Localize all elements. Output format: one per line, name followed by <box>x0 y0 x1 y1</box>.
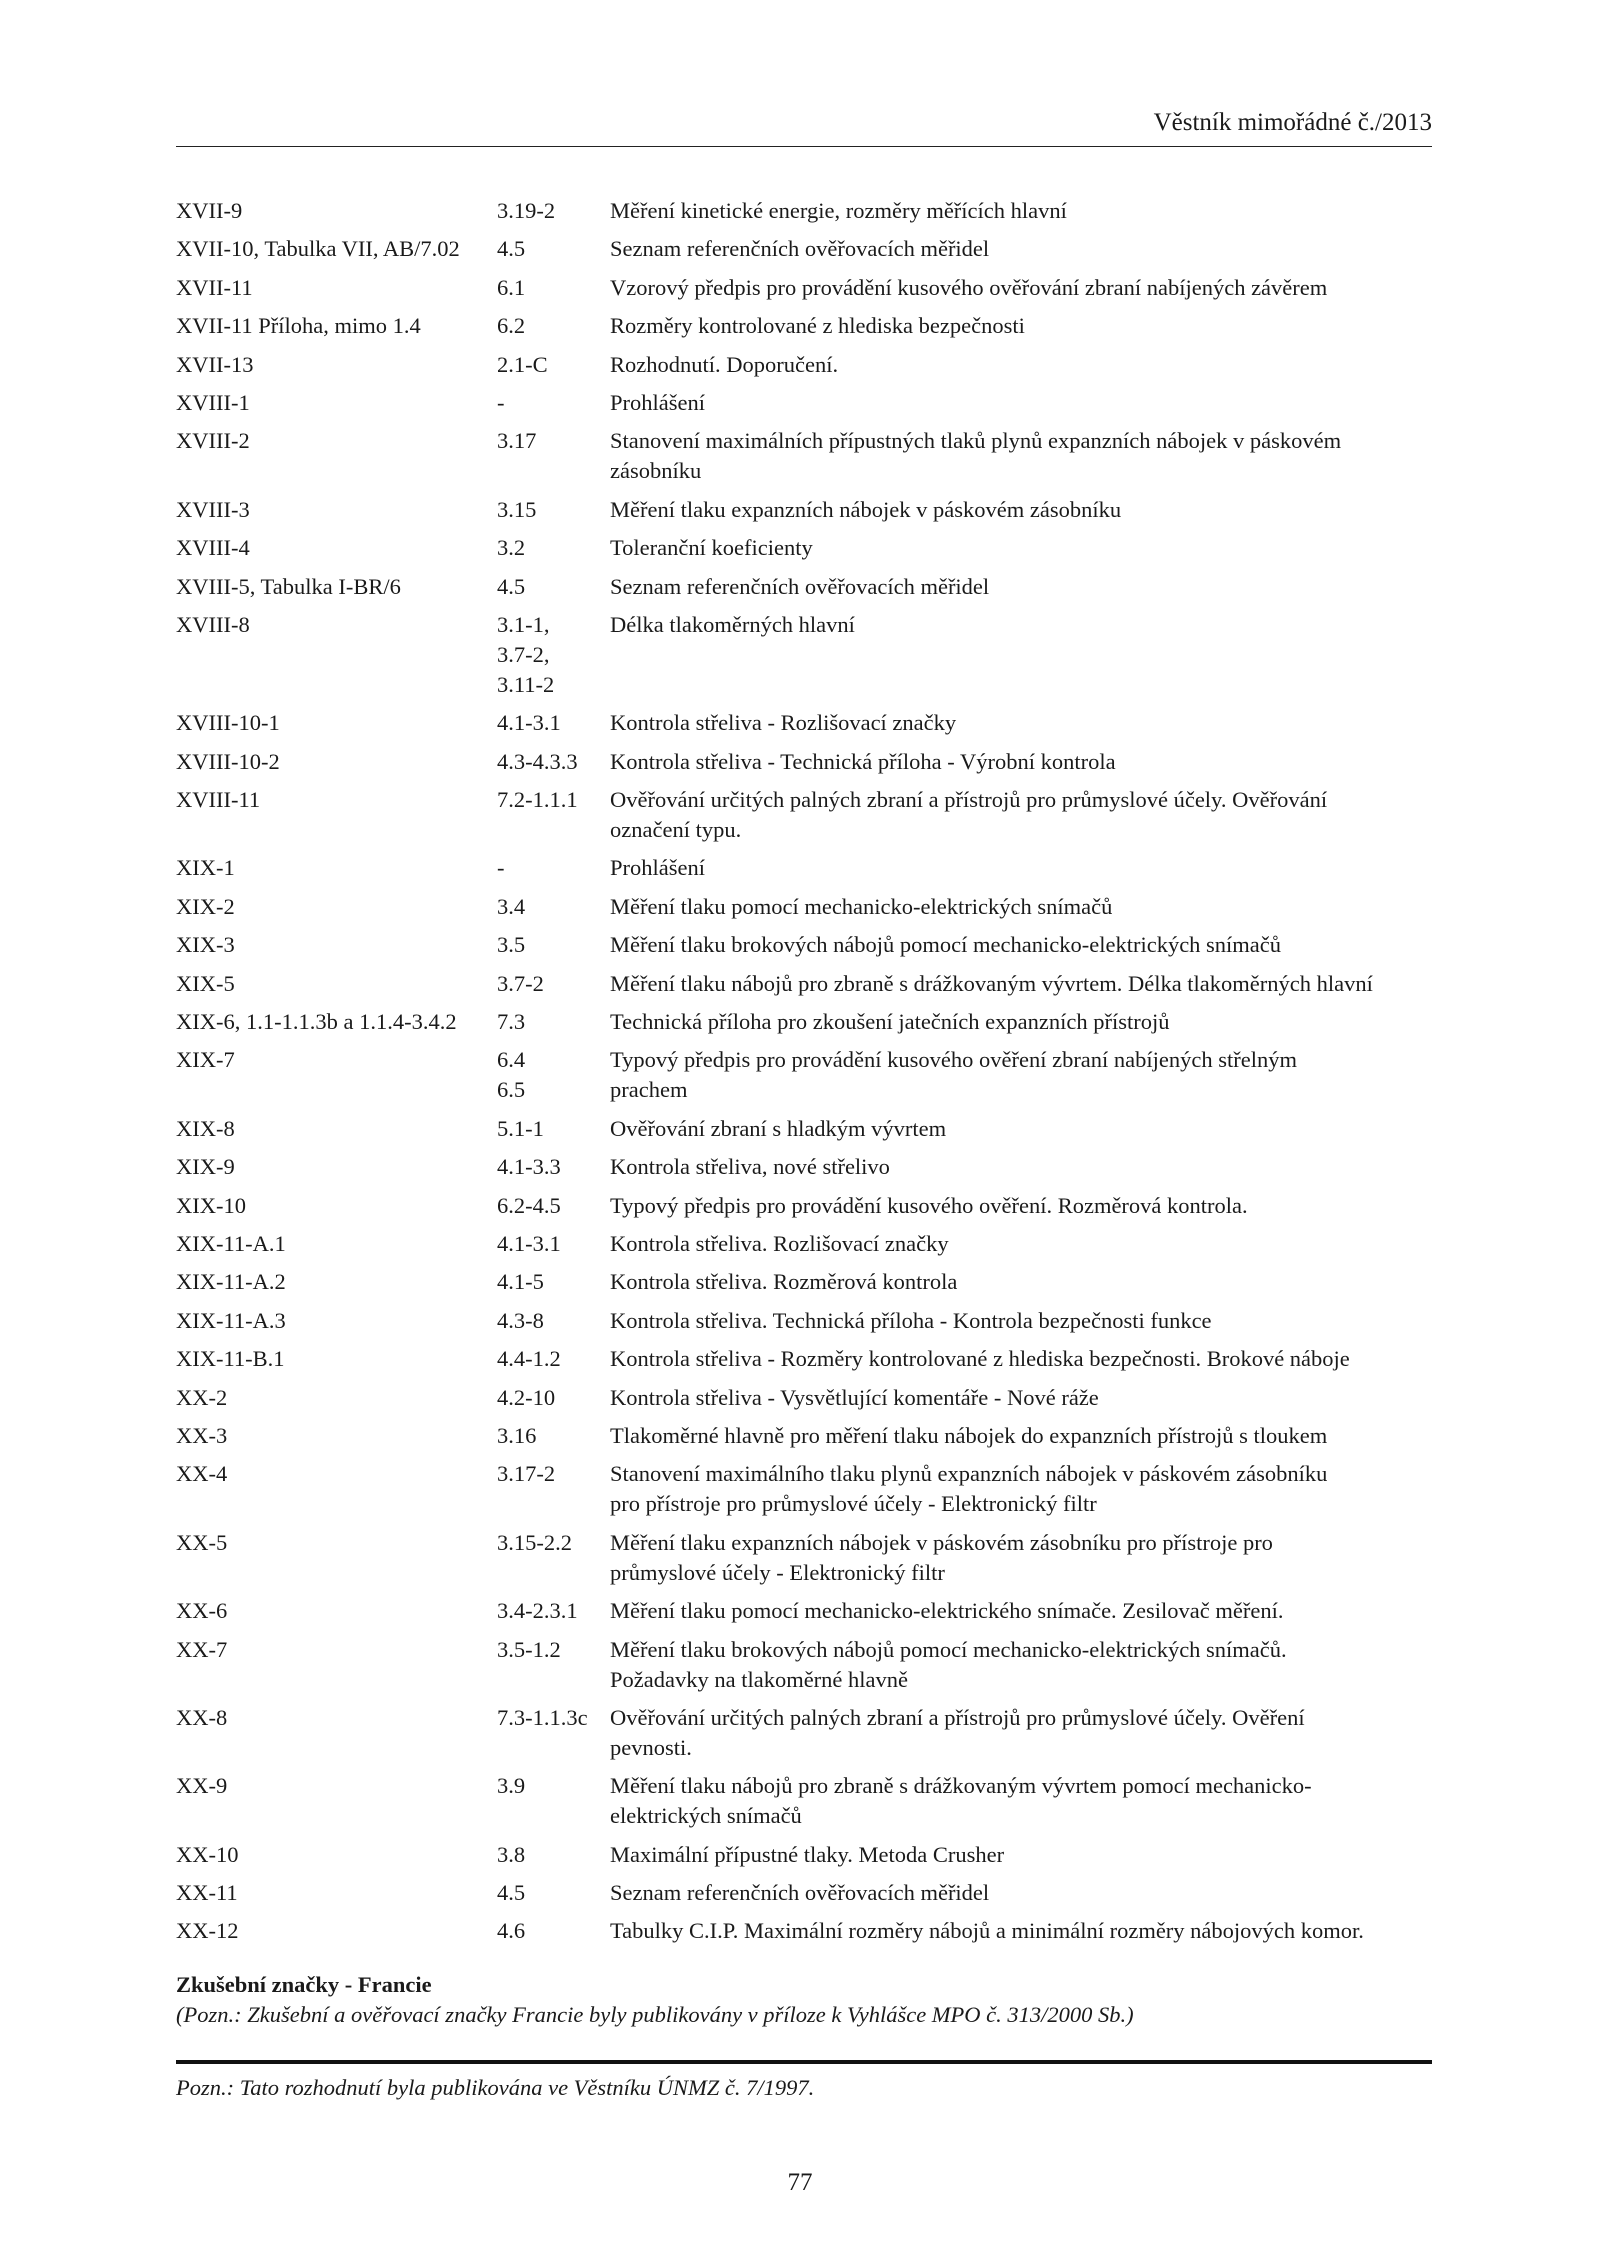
description-line: Kontrola střeliva. Rozměrová kontrola <box>610 1269 958 1295</box>
regulation-ref: XVII-10, Tabulka VII, AB/7.02 <box>176 236 460 262</box>
section-number <box>497 1596 610 1626</box>
table-row <box>176 1267 1436 1297</box>
description <box>610 1344 1436 1374</box>
section-number-line: 3.4 <box>497 893 526 919</box>
regulation-ref: XIX-2 <box>176 893 235 919</box>
section-number-line: 4.1-3.1 <box>497 710 561 736</box>
table-row <box>176 234 1436 264</box>
header-rule <box>176 146 1432 147</box>
description-line: Délka tlakoměrných hlavní <box>610 611 855 637</box>
regulation-ref: XVIII-10-2 <box>176 748 280 774</box>
section-number <box>497 1916 610 1946</box>
table-row <box>176 1635 1436 1695</box>
description-line: Seznam referenčních ověřovacích měřidel <box>610 1880 990 1906</box>
regulation-ref: XVIII-1 <box>176 389 250 415</box>
regulation-ref: XX-3 <box>176 1422 228 1448</box>
table-row <box>176 1191 1436 1221</box>
regulation-ref: XIX-9 <box>176 1154 235 1180</box>
description <box>610 747 1436 777</box>
section-number <box>497 610 610 700</box>
description <box>610 1267 1436 1297</box>
section-number-line: 4.2-10 <box>497 1384 556 1410</box>
description-line: Tabulky C.I.P. Maximální rozměry nábojů a minimální rozměry nábojových komor. <box>610 1918 1364 1944</box>
section-number-line: 4.1-3.1 <box>497 1230 561 1256</box>
description-line: Kontrola střeliva - Rozlišovací značky <box>610 710 957 736</box>
section-number <box>497 1306 610 1336</box>
description <box>610 969 1436 999</box>
section-number-line: 3.19-2 <box>497 198 556 223</box>
section-number <box>497 1007 610 1037</box>
running-header: Věstník mimořádné č./2013 <box>1153 109 1432 136</box>
description <box>610 533 1436 563</box>
description-line: Rozměry kontrolované z hlediska bezpečnosti <box>610 313 1025 339</box>
description-line: Měření tlaku nábojů pro zbraně s drážkovaným vývrtem. Délka tlakoměrných hlavní <box>610 970 1373 996</box>
section-number-line: 3.15-2.2 <box>497 1529 572 1555</box>
section-number <box>497 572 610 602</box>
table-row <box>176 1703 1436 1763</box>
description <box>610 1229 1436 1259</box>
description <box>610 1045 1436 1105</box>
regulation-ref: XIX-11-A.1 <box>176 1230 286 1256</box>
description <box>610 1007 1436 1037</box>
section-number <box>497 1229 610 1259</box>
regulation-ref: XVII-11 Příloha, mimo 1.4 <box>176 313 421 339</box>
reference-table <box>176 196 1436 1955</box>
section-number-line: 3.4-2.3.1 <box>497 1598 578 1624</box>
description-line: Ověřování určitých palných zbraní a přístrojů pro průmyslové účely. Ověření <box>610 1704 1305 1730</box>
description <box>610 1771 1436 1831</box>
regulation-ref: XX-7 <box>176 1636 228 1662</box>
table-row <box>176 708 1436 738</box>
section-number <box>497 1840 610 1870</box>
section-number-line: 4.1-5 <box>497 1269 544 1295</box>
section-number-line: 4.5 <box>497 1880 526 1906</box>
description <box>610 1152 1436 1182</box>
description-line: Měření tlaku pomocí mechanicko-elektrického snímače. Zesilovač měření. <box>610 1598 1284 1624</box>
section-number <box>497 1191 610 1221</box>
regulation-ref: XIX-8 <box>176 1115 235 1141</box>
section-number-line: 3.16 <box>497 1422 537 1448</box>
description <box>610 1635 1436 1695</box>
description-line: Maximální přípustné tlaky. Metoda Crusher <box>610 1841 1005 1867</box>
section-number-line: 6.2 <box>497 313 526 339</box>
table-row <box>176 1459 1436 1519</box>
regulation-ref: XVIII-5, Tabulka I-BR/6 <box>176 573 401 599</box>
table-row <box>176 747 1436 777</box>
description-line: Stanovení maximálních přípustných tlaků plynů expanzních nábojek v páskovém <box>610 428 1342 454</box>
description-line: Seznam referenčních ověřovacích měřidel <box>610 573 990 599</box>
description-line: Ověřování určitých palných zbraní a přístrojů pro průmyslové účely. Ověřování <box>610 787 1328 813</box>
table-row <box>176 350 1436 380</box>
table-row <box>176 1528 1436 1588</box>
section-number <box>497 1528 610 1588</box>
section-number <box>497 1421 610 1451</box>
description <box>610 1459 1436 1519</box>
regulation-ref: XVIII-8 <box>176 611 250 637</box>
table-row <box>176 1007 1436 1037</box>
section-number-line: 4.1-3.3 <box>497 1154 561 1180</box>
section-number-line: 2.1-C <box>497 351 548 377</box>
page-number: 77 <box>787 2169 813 2196</box>
table-row <box>176 1421 1436 1451</box>
section-number <box>497 1344 610 1374</box>
table-row <box>176 1306 1436 1336</box>
section-number-line: 4.4-1.2 <box>497 1346 561 1372</box>
description <box>610 234 1436 264</box>
table-row <box>176 495 1436 525</box>
description-line: Měření tlaku expanzních nábojek v páskovém zásobníku pro přístroje pro <box>610 1529 1273 1555</box>
section-note: (Pozn.: Zkušební a ověřovací značky Francie byly publikovány v příloze k Vyhlášce MPO č. 313/2000 Sb.) <box>176 2002 1134 2027</box>
description-line: Tlakoměrné hlavně pro měření tlaku nábojek do expanzních přístrojů s tloukem <box>610 1422 1328 1448</box>
section-number <box>497 234 610 264</box>
section-number <box>497 311 610 341</box>
section-number-line: 4.6 <box>497 1918 526 1944</box>
description <box>610 1114 1436 1144</box>
table-row <box>176 1771 1436 1831</box>
description <box>610 1840 1436 1870</box>
section-number <box>497 1045 610 1105</box>
regulation-ref: XX-6 <box>176 1598 228 1624</box>
table-row <box>176 1045 1436 1105</box>
section-number-line: 4.3-8 <box>497 1307 544 1333</box>
regulation-ref: XX-12 <box>176 1918 239 1944</box>
description-line: Měření tlaku brokových nábojů pomocí mechanicko-elektrických snímačů. <box>610 1636 1287 1662</box>
regulation-ref: XX-10 <box>176 1841 239 1867</box>
section-number <box>497 785 610 845</box>
regulation-ref: XIX-11-B.1 <box>176 1346 285 1372</box>
table-row <box>176 610 1436 700</box>
table-row <box>176 1229 1436 1259</box>
description <box>610 1421 1436 1451</box>
description-line: Kontrola střeliva - Vysvětlující komentáře - Nové ráže <box>610 1384 1099 1410</box>
regulation-ref: XIX-3 <box>176 932 235 958</box>
section-number-line: 3.9 <box>497 1773 526 1799</box>
description <box>610 1916 1436 1946</box>
regulation-ref: XVII-9 <box>176 198 243 223</box>
description-line: Požadavky na tlakoměrné hlavně <box>610 1666 909 1692</box>
table-row <box>176 1916 1436 1946</box>
section-number-line: 3.8 <box>497 1841 526 1867</box>
section-number <box>497 1114 610 1144</box>
description-line: Typový předpis pro provádění kusového ověření zbraní nabíjených střelným <box>610 1047 1297 1073</box>
table-row <box>176 572 1436 602</box>
description <box>610 388 1436 418</box>
section-number-line: 3.2 <box>497 535 526 561</box>
regulation-ref: XX-8 <box>176 1704 228 1730</box>
section-number <box>497 1267 610 1297</box>
description <box>610 495 1436 525</box>
description-line: Seznam referenčních ověřovacích měřidel <box>610 236 990 262</box>
section-number-line: 3.5-1.2 <box>497 1636 561 1662</box>
table-row <box>176 533 1436 563</box>
section-number-line: 3.17-2 <box>497 1461 556 1487</box>
description-line: Prohlášení <box>610 855 705 881</box>
description <box>610 1878 1436 1908</box>
section-number-line: 4.5 <box>497 573 526 599</box>
regulation-ref: XX-2 <box>176 1384 228 1410</box>
section-number <box>497 969 610 999</box>
section-number <box>497 1459 610 1519</box>
description-line: Kontrola střeliva. Technická příloha - Kontrola bezpečnosti funkce <box>610 1307 1212 1333</box>
regulation-ref: XVIII-4 <box>176 535 250 561</box>
regulation-ref: XIX-1 <box>176 855 235 881</box>
description <box>610 930 1436 960</box>
description-line: elektrických snímačů <box>610 1803 802 1829</box>
section-title: Zkušební značky - Francie <box>176 1972 432 1997</box>
table-row <box>176 930 1436 960</box>
description-line: Rozhodnutí. Doporučení. <box>610 351 839 377</box>
section-number <box>497 533 610 563</box>
table-row <box>176 1840 1436 1870</box>
description-line: průmyslové účely - Elektronický filtr <box>610 1559 945 1585</box>
section-number <box>497 388 610 418</box>
section-number-line: - <box>497 855 505 881</box>
table-row <box>176 785 1436 845</box>
regulation-ref: XVIII-11 <box>176 787 261 813</box>
description <box>610 1528 1436 1588</box>
section-number <box>497 1635 610 1695</box>
table-row <box>176 1114 1436 1144</box>
regulation-ref: XIX-11-A.2 <box>176 1269 286 1295</box>
section-number-line: 7.3 <box>497 1009 526 1035</box>
description-line: Kontrola střeliva - Rozměry kontrolované z hlediska bezpečnosti. Brokové náboje <box>610 1346 1350 1372</box>
table-row <box>176 969 1436 999</box>
section-number-line: 3.7-2 <box>497 970 544 996</box>
description-line: zásobníku <box>610 458 702 484</box>
section-number-line: 3.5 <box>497 932 526 958</box>
description-line: Kontrola střeliva, nové střelivo <box>610 1154 890 1180</box>
regulation-ref: XIX-6, 1.1-1.1.3b a 1.1.4-3.4.2 <box>176 1009 457 1035</box>
regulation-ref: XVII-11 <box>176 274 253 300</box>
section-number <box>497 495 610 525</box>
section-number <box>497 1383 610 1413</box>
section-number-line: 3.11-2 <box>497 671 555 697</box>
section-number <box>497 1771 610 1831</box>
description <box>610 892 1436 922</box>
description <box>610 426 1436 486</box>
description-line: Typový předpis pro provádění kusového ověření. Rozměrová kontrola. <box>610 1192 1248 1218</box>
description <box>610 1703 1436 1763</box>
description-line: Kontrola střeliva - Technická příloha - Výrobní kontrola <box>610 748 1116 774</box>
section-number-line: 3.17 <box>497 428 537 454</box>
description-line: Měření tlaku expanzních nábojek v páskovém zásobníku <box>610 496 1122 522</box>
section-number <box>497 350 610 380</box>
description <box>610 196 1436 226</box>
description <box>610 610 1436 700</box>
description-line: Stanovení maximálního tlaku plynů expanzních nábojek v páskovém zásobníku <box>610 1461 1328 1487</box>
section-number-line: 4.5 <box>497 236 526 262</box>
section-number <box>497 892 610 922</box>
regulation-ref: XVIII-2 <box>176 428 250 454</box>
section-number <box>497 853 610 883</box>
description <box>610 785 1436 845</box>
section-number-line: 3.1-1, <box>497 611 550 637</box>
table-row <box>176 1152 1436 1182</box>
description-line: Toleranční koeficienty <box>610 535 813 561</box>
section-number <box>497 196 610 226</box>
section-number <box>497 708 610 738</box>
description <box>610 273 1436 303</box>
description <box>610 853 1436 883</box>
section-number-line: 3.15 <box>497 496 537 522</box>
description <box>610 708 1436 738</box>
description-line: Měření tlaku nábojů pro zbraně s drážkovaným vývrtem pomocí mechanicko- <box>610 1773 1312 1799</box>
section-number-line: 6.5 <box>497 1077 526 1103</box>
description-line: Kontrola střeliva. Rozlišovací značky <box>610 1230 949 1256</box>
regulation-ref: XIX-5 <box>176 970 235 996</box>
description <box>610 1191 1436 1221</box>
table-row <box>176 426 1436 486</box>
table-row <box>176 1878 1436 1908</box>
section-number-line: 4.3-4.3.3 <box>497 748 578 774</box>
regulation-ref: XX-4 <box>176 1461 228 1487</box>
table-row <box>176 853 1436 883</box>
regulation-ref: XIX-11-A.3 <box>176 1307 286 1333</box>
section-number-line: 7.2-1.1.1 <box>497 787 578 813</box>
description-line: Vzorový předpis pro provádění kusového ověřování zbraní nabíjených závěrem <box>610 274 1328 300</box>
section-number-line: 3.7-2, <box>497 641 550 667</box>
description-line: Měření tlaku brokových nábojů pomocí mechanicko-elektrických snímačů <box>610 932 1282 958</box>
description-line: prachem <box>610 1077 688 1103</box>
description-line: Měření tlaku pomocí mechanicko-elektrických snímačů <box>610 893 1113 919</box>
section-block <box>176 1970 1432 2030</box>
table-row <box>176 311 1436 341</box>
description <box>610 311 1436 341</box>
section-number-line: - <box>497 389 505 415</box>
description-line: Měření kinetické energie, rozměry měřících hlavní <box>610 198 1067 223</box>
footer-rule <box>176 2060 1432 2064</box>
table-row <box>176 273 1436 303</box>
description-line: pro přístroje pro průmyslové účely - Elektronický filtr <box>610 1491 1097 1517</box>
section-number <box>497 426 610 486</box>
section-number-line: 5.1-1 <box>497 1115 544 1141</box>
description <box>610 1383 1436 1413</box>
section-number <box>497 747 610 777</box>
section-number <box>497 930 610 960</box>
regulation-ref: XX-5 <box>176 1529 228 1555</box>
description-line: Ověřování zbraní s hladkým vývrtem <box>610 1115 947 1141</box>
section-number-line: 6.4 <box>497 1047 526 1073</box>
table-row <box>176 1344 1436 1374</box>
section-number-line: 6.1 <box>497 274 526 300</box>
description <box>610 1306 1436 1336</box>
description-line: Technická příloha pro zkoušení jatečních expanzních přístrojů <box>610 1009 1170 1035</box>
table-row <box>176 1383 1436 1413</box>
section-number <box>497 1152 610 1182</box>
regulation-ref: XVIII-3 <box>176 496 250 522</box>
description <box>610 572 1436 602</box>
regulation-ref: XIX-10 <box>176 1192 246 1218</box>
regulation-ref: XX-11 <box>176 1880 238 1906</box>
description <box>610 1596 1436 1626</box>
footer-note: Pozn.: Tato rozhodnutí byla publikována ve Věstníku ÚNMZ č. 7/1997. <box>176 2075 815 2100</box>
table-row <box>176 892 1436 922</box>
regulation-ref: XVII-13 <box>176 351 254 377</box>
regulation-ref: XVIII-10-1 <box>176 710 280 736</box>
table-row <box>176 1596 1436 1626</box>
section-number <box>497 273 610 303</box>
section-number-line: 7.3-1.1.3c <box>497 1704 588 1730</box>
regulation-ref: XIX-7 <box>176 1047 235 1073</box>
table-row <box>176 388 1436 418</box>
section-number <box>497 1703 610 1763</box>
section-number-line: 6.2-4.5 <box>497 1192 561 1218</box>
description-line: Prohlášení <box>610 389 705 415</box>
description <box>610 350 1436 380</box>
table-row <box>176 196 1436 226</box>
section-number <box>497 1878 610 1908</box>
regulation-ref: XX-9 <box>176 1773 228 1799</box>
description-line: pevnosti. <box>610 1734 692 1760</box>
description-line: označení typu. <box>610 817 742 843</box>
